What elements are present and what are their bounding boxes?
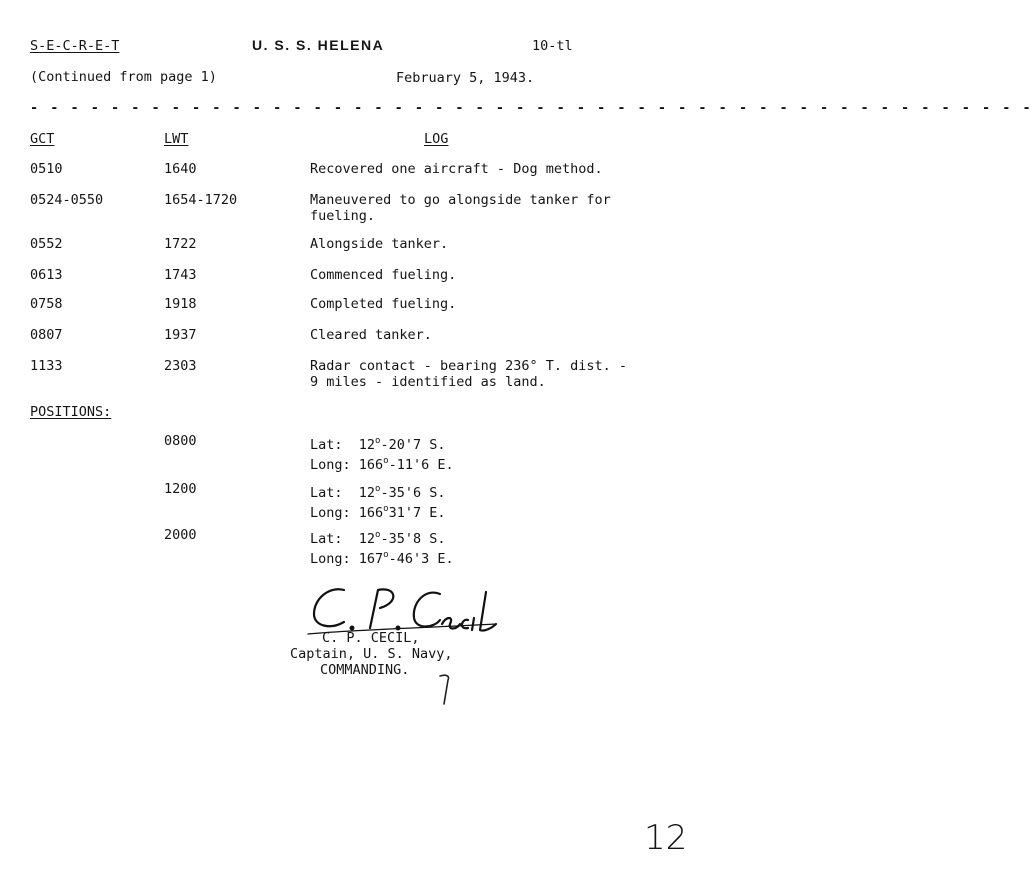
latitude: Lat: 12$^o$-20'7 S. xyxy=(310,436,446,453)
longitude: Long: 166$^o$-11'6 E. xyxy=(310,456,454,473)
log-text xyxy=(310,192,611,224)
gct-time: 0613 xyxy=(30,267,63,283)
log-text: Cleared tanker. xyxy=(310,327,432,343)
position-coords xyxy=(310,527,454,567)
log-text: Completed fueling. xyxy=(310,296,457,312)
separator-line: - - - - - - - - - - - - - - - - - - - - - - - - - - - - - - - - - - - - - - - - - - - - - - - - - - xyxy=(30,100,1033,116)
signatory-rank: Captain, U. S. Navy, xyxy=(290,646,453,662)
log-text: Alongside tanker. xyxy=(310,236,449,252)
signatory-name: C. P. CECIL, xyxy=(322,630,420,646)
lwt-time: 1654-1720 xyxy=(164,192,238,208)
longitude: Long: 167$^o$-46'3 E. xyxy=(310,550,454,567)
latitude: Lat: 12$^o$-35'6 S. xyxy=(310,484,446,501)
pencil-mark xyxy=(436,670,456,710)
signature-block xyxy=(290,630,453,678)
lwt-time: 2303 xyxy=(164,358,197,374)
log-text: Commenced fueling. xyxy=(310,267,457,283)
lwt-time: 1722 xyxy=(164,236,197,252)
position-time: 0800 xyxy=(164,433,197,449)
gct-time: 0524-0550 xyxy=(30,192,104,208)
lwt-time: 1918 xyxy=(164,296,197,312)
log-text-line: Radar contact - bearing 236° T. dist. - xyxy=(310,358,627,374)
position-coords xyxy=(310,433,454,473)
gct-time: 0758 xyxy=(30,296,63,312)
column-header-log: LOG xyxy=(424,131,449,147)
longitude: Long: 166$^o$31'7 E. xyxy=(310,504,446,521)
gct-time: 0510 xyxy=(30,161,63,177)
gct-time: 0807 xyxy=(30,327,63,343)
position-coords xyxy=(310,481,446,521)
page-number: 12 xyxy=(644,818,688,858)
latitude: Lat: 12$^o$-35'8 S. xyxy=(310,530,446,547)
log-text xyxy=(310,358,627,390)
positions-heading: POSITIONS: xyxy=(30,404,112,420)
ship-name: U. S. S. HELENA xyxy=(252,37,385,53)
lwt-time: 1743 xyxy=(164,267,197,283)
log-date: February 5, 1943. xyxy=(396,70,535,86)
position-time: 2000 xyxy=(164,527,197,543)
document-id: 10-tl xyxy=(532,38,573,54)
column-header-lwt: LWT xyxy=(164,131,189,147)
lwt-time: 1640 xyxy=(164,161,197,177)
classification-marking: S-E-C-R-E-T xyxy=(30,38,120,54)
signatory-role: COMMANDING. xyxy=(320,662,410,678)
log-text: Recovered one aircraft - Dog method. xyxy=(310,161,603,177)
log-text-line: 9 miles - identified as land. xyxy=(310,374,546,390)
gct-time: 0552 xyxy=(30,236,63,252)
log-text-line: fueling. xyxy=(310,208,376,224)
handwritten-signature xyxy=(300,584,510,636)
gct-time: 1133 xyxy=(30,358,63,374)
position-time: 1200 xyxy=(164,481,197,497)
column-header-gct: GCT xyxy=(30,131,55,147)
log-text-line: Maneuvered to go alongside tanker for xyxy=(310,192,611,208)
continued-note: (Continued from page 1) xyxy=(30,69,217,85)
lwt-time: 1937 xyxy=(164,327,197,343)
